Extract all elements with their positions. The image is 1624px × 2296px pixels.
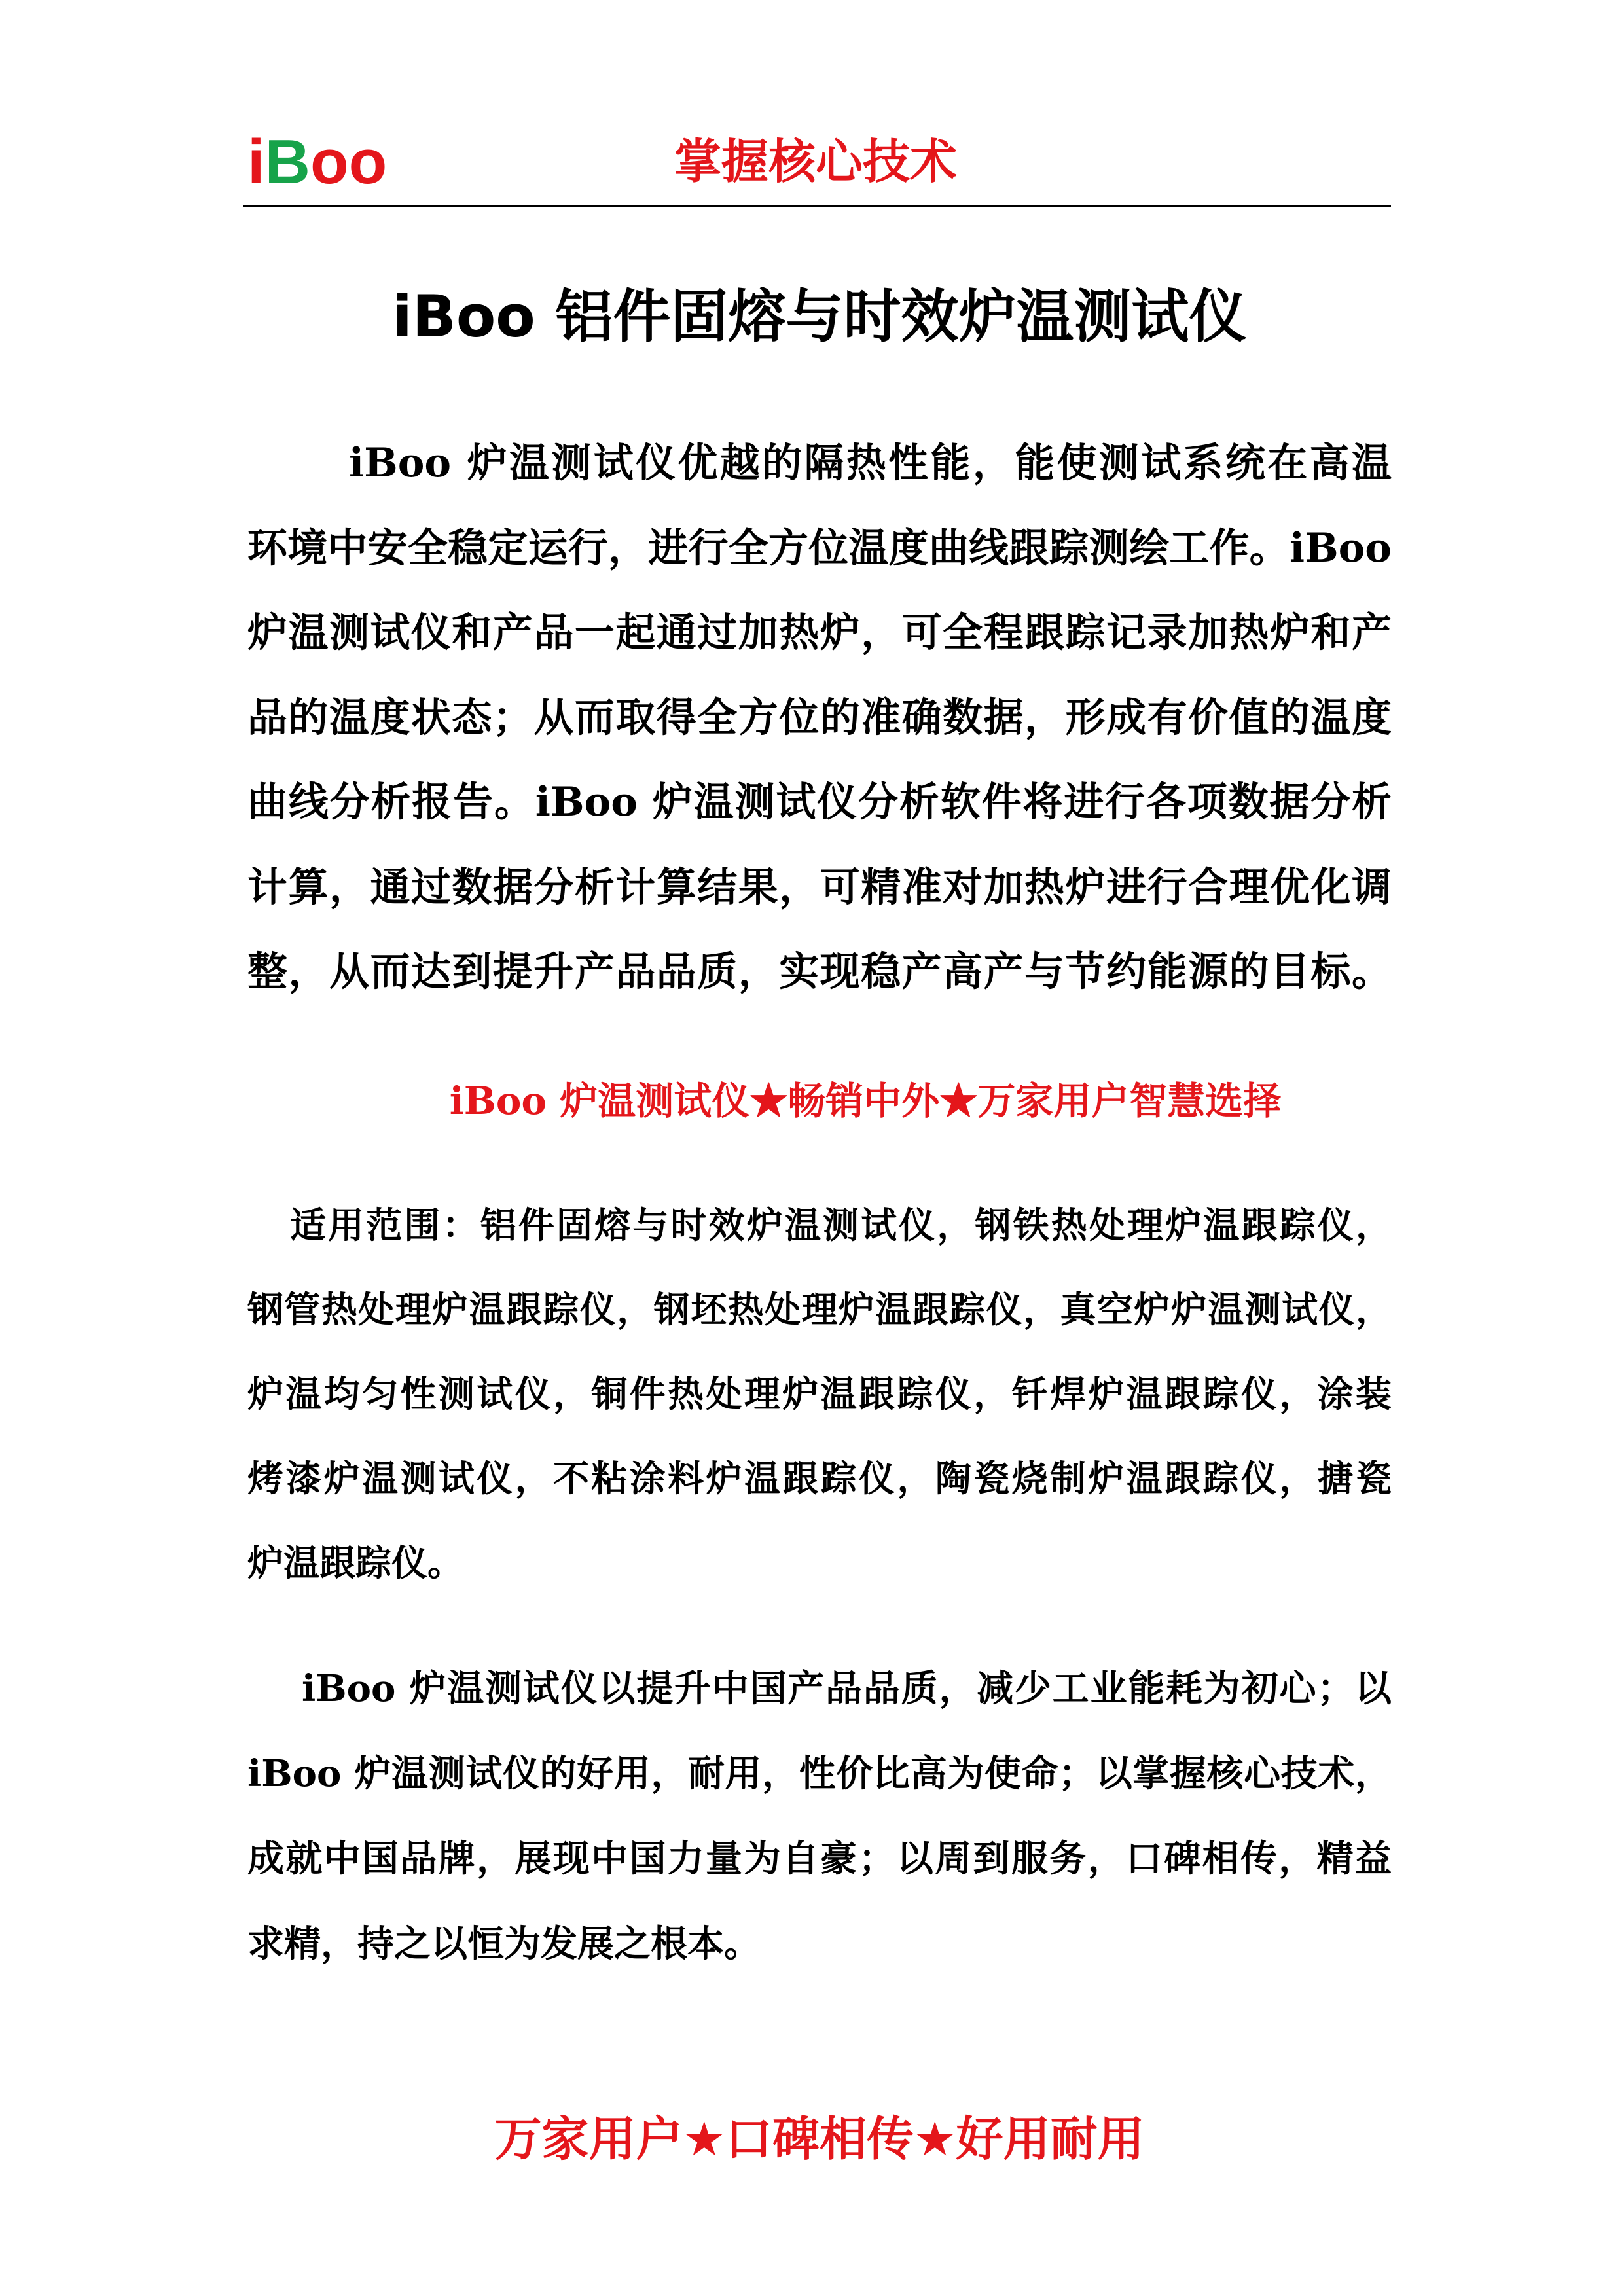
paragraph-line: 品的温度状态；从而取得全方位的准确数据，形成有价值的温度 [247,694,1392,741]
intro-paragraph [247,421,1392,1014]
paragraph-line: 成就中国品牌，展现中国力量为自豪；以周到服务，口碑相传，精益 [247,1837,1392,1880]
logo-letter-i: i [247,127,265,197]
footer-slogan: 万家用户★口碑相传★好用耐用 [494,2111,1145,2166]
paragraph-line: 适用范围：铝件固熔与时效炉温测试仪，钢铁热处理炉温跟踪仪， [290,1204,1392,1246]
logo-letter-b: B [264,127,310,197]
paragraph-line: 曲线分析报告。iBoo 炉温测试仪分析软件将进行各项数据分析 [247,779,1392,825]
paragraph-line: 炉温测试仪和产品一起通过加热炉，可全程跟踪记录加热炉和产 [247,609,1392,656]
mission-paragraph [247,1646,1392,1986]
paragraph-line: iBoo 炉温测试仪优越的隔热性能，能使测试系统在高温 [349,440,1392,486]
paragraph-line: 钢管热处理炉温跟踪仪，钢坯热处理炉温跟踪仪，真空炉炉温测试仪， [247,1288,1392,1331]
tagline: iBoo 炉温测试仪★畅销中外★万家用户智慧选择 [449,1079,1282,1123]
paragraph-line: 环境中安全稳定运行，进行全方位温度曲线跟踪测绘工作。iBoo [247,524,1392,571]
paragraph-line: 炉温跟踪仪。 [247,1541,464,1584]
header-slogan: 掌握核心技术 [674,134,958,189]
page-title: iBoo 铝件固熔与时效炉温测试仪 [392,283,1247,350]
paragraph-line: 求精，持之以恒为发展之根本。 [247,1922,761,1965]
paragraph-line: 炉温均匀性测试仪，铜件热处理炉温跟踪仪，钎焊炉温跟踪仪，涂装 [247,1372,1392,1415]
paragraph-line: 烤漆炉温测试仪，不粘涂料炉温跟踪仪，陶瓷烧制炉温跟踪仪，搪瓷 [247,1457,1392,1499]
paragraph-line: iBoo 炉温测试仪以提升中国产品品质，减少工业能耗为初心；以 [302,1667,1392,1710]
paragraph-line: 计算，通过数据分析计算结果，可精准对加热炉进行合理优化调 [247,863,1392,910]
logo-letters-oo: oo [310,127,388,197]
brand-logo [247,124,387,200]
paragraph-line: iBoo 炉温测试仪的好用，耐用，性价比高为使命；以掌握核心技术， [247,1752,1392,1795]
header-divider [243,205,1391,207]
paragraph-line: 整，从而达到提升产品品质，实现稳产高产与节约能源的目标。 [247,948,1392,995]
scope-paragraph [247,1183,1392,1605]
